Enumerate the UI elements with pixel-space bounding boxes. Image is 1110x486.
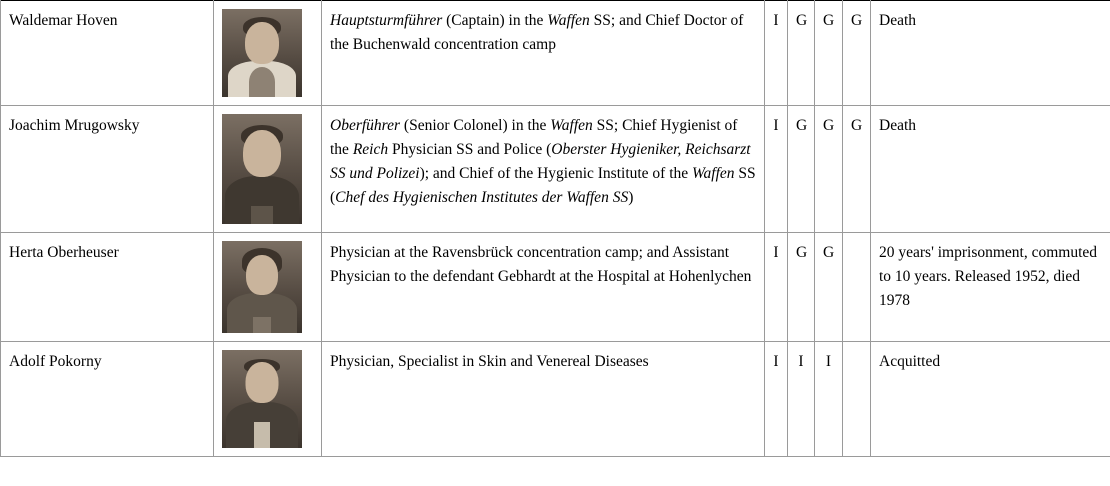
defendant-role xyxy=(322,1,765,106)
count-4 xyxy=(843,342,871,457)
portrait-collar xyxy=(253,317,271,333)
portrait-image xyxy=(222,350,302,448)
defendant-name: Herta Oberheuser xyxy=(1,233,214,342)
defendant-name: Waldemar Hoven xyxy=(1,1,214,106)
role-segment: Waffen xyxy=(547,12,590,29)
defendant-photo-cell xyxy=(214,233,322,342)
role-segment: Oberster Hygieniker, Reichsarzt SS und Polizei xyxy=(330,141,751,183)
count-1: I xyxy=(765,233,788,342)
table-row xyxy=(1,342,1110,457)
count-3: I xyxy=(815,342,843,457)
defendant-role xyxy=(322,233,765,342)
role-segment: Reich xyxy=(352,141,389,159)
defendant-photo-cell xyxy=(214,342,322,457)
table-row xyxy=(1,1,1110,106)
role-segment: SS; Chief Hygienist of the xyxy=(330,117,738,159)
portrait-collar xyxy=(249,67,275,97)
portrait-head xyxy=(245,22,279,64)
defendant-verdict: 20 years' imprisonment, commuted to 10 years. Released 1952, died 1978 xyxy=(871,233,1110,342)
role-segment: Waffen xyxy=(692,165,735,183)
role-segment: Physician SS and Police ( xyxy=(388,141,552,159)
portrait-head xyxy=(246,362,279,403)
portrait-head xyxy=(243,130,281,177)
table-row xyxy=(1,106,1110,233)
portrait-image xyxy=(222,114,302,224)
count-2: G xyxy=(788,106,815,233)
defendant-name: Adolf Pokorny xyxy=(1,342,214,457)
role-segment: Physician at the Ravensbrück concentration camp; and Assistant Physician to the defendant Gebhardt at the Hospital at Hohenlychen xyxy=(330,244,752,286)
defendant-role xyxy=(322,106,765,233)
count-1: I xyxy=(765,106,788,233)
role-segment: ); and Chief of the Hygienic Institute of the xyxy=(419,165,693,183)
role-segment: Oberführer xyxy=(330,117,401,134)
portrait-head xyxy=(246,255,278,295)
defendant-photo-cell xyxy=(214,106,322,233)
portrait-image xyxy=(222,241,302,333)
role-segment: SS; and Chief Doctor of the Buchenwald concentration camp xyxy=(330,12,744,54)
count-3: G xyxy=(815,106,843,233)
defendant-verdict: Death xyxy=(871,106,1110,233)
count-1: I xyxy=(765,1,788,106)
table-row xyxy=(1,233,1110,342)
role-segment: (Captain) in the xyxy=(442,12,548,29)
portrait-collar xyxy=(254,422,270,448)
defendant-role xyxy=(322,342,765,457)
role-segment: Waffen xyxy=(550,117,593,134)
count-2: I xyxy=(788,342,815,457)
defendants-table-body xyxy=(1,1,1110,457)
count-3: G xyxy=(815,1,843,106)
role-segment: (Senior Colonel) in the xyxy=(400,117,551,134)
role-segment: ) xyxy=(628,189,634,207)
count-1: I xyxy=(765,342,788,457)
portrait-image xyxy=(222,9,302,97)
count-2: G xyxy=(788,1,815,106)
count-2: G xyxy=(788,233,815,342)
count-4: G xyxy=(843,106,871,233)
role-segment: SS ( xyxy=(330,165,756,207)
count-4 xyxy=(843,233,871,342)
portrait-collar xyxy=(251,206,273,224)
count-4: G xyxy=(843,1,871,106)
defendant-verdict: Acquitted xyxy=(871,342,1110,457)
defendant-name: Joachim Mrugowsky xyxy=(1,106,214,233)
role-segment: Physician, Specialist in Skin and Venereal Diseases xyxy=(330,353,649,370)
role-segment: Hauptsturmführer xyxy=(330,12,443,29)
role-segment: Chef des Hygienischen Institutes der Waffen SS xyxy=(335,189,629,207)
defendant-verdict: Death xyxy=(871,1,1110,106)
defendant-photo-cell xyxy=(214,1,322,106)
count-3: G xyxy=(815,233,843,342)
